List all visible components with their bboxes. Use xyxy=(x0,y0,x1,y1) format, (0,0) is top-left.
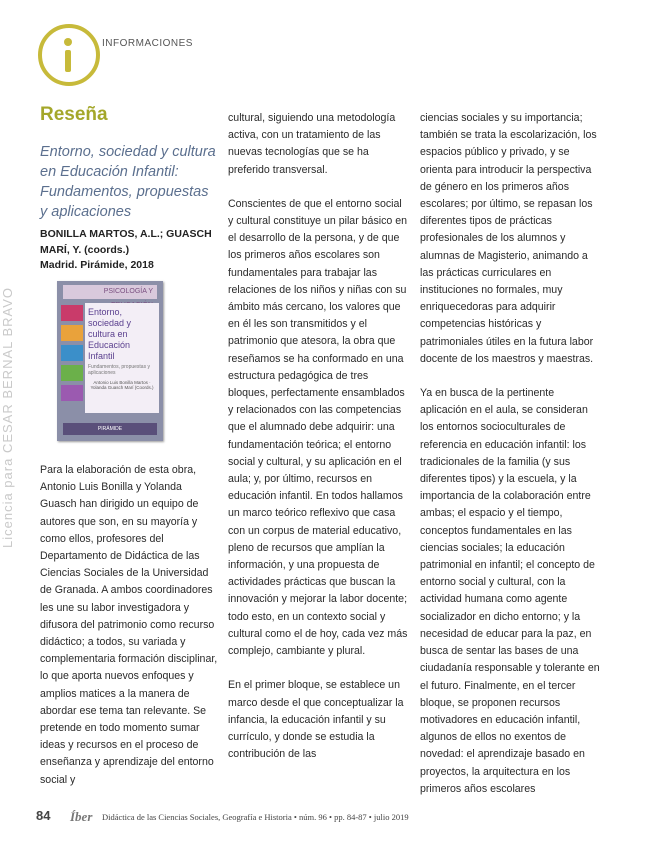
cover-imprint: PIRÁMIDE xyxy=(97,426,123,432)
text-column-1 xyxy=(40,462,218,806)
paragraph: En el primer bloque, se establece un marco desde el que conceptualizar la infancia, la educación infantil y su currículo, y donde se estudia la contribución de las xyxy=(228,679,404,761)
review-heading: Reseña xyxy=(40,104,108,125)
cover-title: Entorno, sociedad y cultura en Educación Infantil xyxy=(88,307,132,361)
section-label: INFORMACIONES xyxy=(102,38,193,49)
paragraph: Para la elaboración de esta obra, Antonio Luis Bonilla y Yolanda Guasch han dirigido un equipo de autores que son, en su mayoría y como ellos, profesores del Departamento de Didáctica de las Ciencias Sociales de la Universidad de Granada. A ambos coordinadores les une su labor investigadora y difusora del patrimonio como recurso didáctico; a todos, su variada y complementaria formación disciplinar, lo que aporta nuevos enfoques y amplios matices a la manera de abordar ese tema tan relevante. Se pretende en todo momento sumar ideas y recursos en el proceso de enseñanza y aprendizaje del entorno social y xyxy=(40,464,218,786)
journal-name: Íber xyxy=(70,809,93,824)
paragraph: Ya en busca de la pertinente aplicación en el aula, se consideran los entornos socioculturales de referencia en educación infantil: los tradicionales de la familia (y sus diferentes tipos) y la escuela, y la importancia de la colaboración entre ambas; el espacio y el tiempo, conceptos fundamentales en las ciencias sociales; la educación patrimonial en infantil; el concepto de entorno social y cultural, con la actividad humana como agente socializador en dicho entorno; y la necesidad de educar para la paz, en busca de sentar las bases de una ciudadanía responsable y tolerante en el futuro. Finalmente, en el tercer bloque, se proponen recursos motivadores en educación infantil, algunos de ellos no exentos de novedad: el aprendizaje basado en proyectos, la arquitectura en los primeros años escolares xyxy=(420,387,600,795)
page-number: 84 xyxy=(36,808,51,823)
info-icon xyxy=(38,24,100,86)
book-cover-image xyxy=(57,281,163,441)
paragraph: cultural, siguiendo una metodología activa, con un tratamiento de las nuevas tecnologías que se ha preferido transversal. xyxy=(228,112,396,176)
book-authors: BONILLA MARTOS, A.L.; GUASCH MARÍ, Y. (coords.) xyxy=(40,228,212,256)
cover-authors: Antonio Luis Bonilla Martos · Yolanda Guasch Marí (Coords.) xyxy=(90,380,154,390)
paragraph: Conscientes de que el entorno social y cultural constituye un pilar básico en el desarrollo de la persona, y de que los primeros años escolares son fundamentales para trabajar las relaciones de los niños y niñas con su ámbito más cercano, los valores que en él les son transmitidos y el patrimonio que atesora, la obra que reseñamos se ha conformado en una estructura pedagógica de tres bloques, perfectamente ensamblados y relacionados con las competencias que el alumnado debe adquirir: una fundamentación teórica; el entorno social y cultural, y su aplicación en el aula; y, por último, recursos en educación infantil. En todos hallamos un marco teórico reflexivo que casa con un corpus de material educativo, pleno de recursos que amplían la información, y una propuesta de actividades prácticas que buscan la innovación y mejorar la labor docente; todo esto, en un contexto social y cultural como el de hoy, cada vez más complejo, cambiante y plural. xyxy=(228,197,408,658)
text-column-3 xyxy=(420,110,600,815)
cover-series: PSICOLOGÍA Y xyxy=(103,288,153,295)
book-title: Entorno, sociedad y cultura en Educación Infantil: Fundamentos, propuestas y aplicaciones xyxy=(40,144,216,220)
paragraph: ciencias sociales y su importancia; también se trata la escolarización, los espacios público y privado, y se orienta para introducir la perspectiva de género en los primeros años escolares; por último, se repasan los diferentes tipos de prácticas profesionales de los alumnos y alumnas de Magisterio, animando a las prácticas curriculares en instituciones no formales, muy enriquecedoras para adquirir competencias históricas y patrimoniales útiles en la futura labor docente de los maestros y maestras. xyxy=(420,112,597,365)
license-watermark: Licencia para CESAR BERNAL BRAVO xyxy=(0,286,15,548)
journal-reference: Didáctica de las Ciencias Sociales, Geografía e Historia • núm. 96 • pp. 84-87 • julio 2019 xyxy=(102,812,409,822)
book-publisher: Madrid. Pirámide, 2018 xyxy=(40,259,154,271)
cover-subtitle: Fundamentos, propuestas y aplicaciones xyxy=(88,364,150,376)
page-footer xyxy=(36,808,636,828)
text-column-2 xyxy=(228,110,408,780)
